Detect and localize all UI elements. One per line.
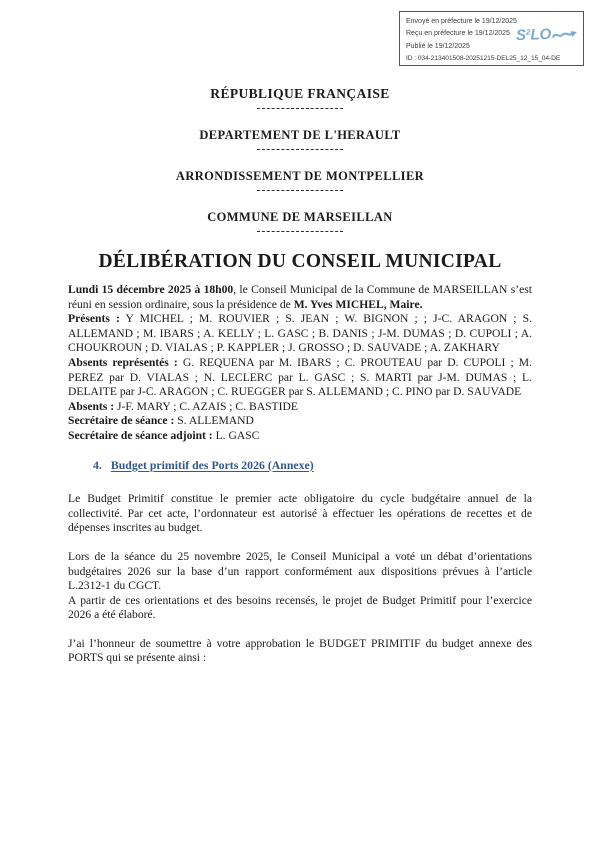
- letterhead-arrondissement: ARRONDISSEMENT DE MONTPELLIER: [175, 169, 425, 183]
- stamp-received-line: Reçu en préfecture le 19/12/2025: [406, 30, 510, 38]
- presents-value: Y MICHEL ; M. ROUVIER ; S. JEAN ; W. BIGNON ; ; J-C. ARAGON ; S. ALLEMAND ; M. IBARS ; A. KELLY ; L. GASC ; B. DANIS ; J-M. DUMAS ; D. CUPOLI ; A. CHOUKROUN ; D. VIALAS ; P. KAPPLER ; J. GROSSO ; D. SAUVADE ; A. ZAKHARY: [68, 312, 532, 355]
- secretaire-adjoint-value: L. GASC: [212, 428, 260, 442]
- paragraph-seance-dob: Lors de la séance du 25 novembre 2025, le Conseil Municipal a voté un débat d’orientations budgétaires 2026 sur la base d’un rapport conformément aux dispositions prévues à l’article L.2312-1 du CGCT.: [68, 549, 532, 593]
- separator-line: [257, 231, 343, 232]
- secretaire-label: Secrétaire de séance :: [68, 414, 175, 428]
- stamp-published-line: Publié le 19/12/2025: [406, 42, 470, 50]
- paragraph-orientations: A partir de ces orientations et des besoins recensés, le projet de Budget Primitif pour l’exercice 2026 a été élaboré.: [68, 593, 532, 622]
- meeting-president: M. Yves MICHEL, Maire.: [293, 297, 423, 311]
- secretaire-adjoint-label: Secrétaire de séance adjoint :: [68, 428, 213, 442]
- swoosh-icon: [552, 27, 578, 40]
- logo-letters-lo: LO: [529, 25, 552, 44]
- secretaire-adjoint-row: [68, 429, 532, 444]
- section-heading: [93, 458, 532, 473]
- document-body: [68, 283, 532, 666]
- prefecture-stamp: [399, 11, 584, 66]
- stamp-sent-line: Envoyé en préfecture le 19/12/2025: [406, 18, 517, 25]
- absents-value: J-F. MARY ; C. AZAIS ; C. BASTIDE: [114, 399, 298, 413]
- separator-line: [257, 149, 343, 150]
- absents-label: Absents :: [68, 399, 115, 413]
- absents-representes-row: [68, 356, 532, 400]
- section-title: Budget primitif des Ports 2026 (Annexe): [110, 457, 314, 472]
- separator-line: [257, 190, 343, 191]
- letterhead-commune: COMMUNE DE MARSEILLAN: [207, 210, 393, 224]
- section-number: 4.: [93, 457, 102, 472]
- s2low-logo: [514, 25, 579, 44]
- page-title: DÉLIBÉRATION DU CONSEIL MUNICIPAL: [98, 251, 502, 272]
- absents-representes-label: Absents représentés :: [68, 355, 178, 369]
- stamp-id-line: ID : 034-213401508-20251215-DEL25_12_15_04-DE: [406, 55, 561, 63]
- separator-line: [257, 108, 343, 109]
- paragraph-budget-primitif: Le Budget Primitif constitue le premier acte obligatoire du cycle budgétaire annuel de la collectivité. Par cet acte, l’ordonnateur est autorisé à effectuer les opérations de recettes et de dépenses inscrites au budget.: [68, 492, 532, 535]
- meeting-intro: [68, 283, 532, 312]
- meeting-intro-text: , le Conseil Municipal de la Commune de MARSEILLAN s’est réuni en session ordinaire, sous la présidence de: [68, 283, 532, 311]
- presents-row: [68, 312, 532, 356]
- logo-letter-s: S: [515, 26, 527, 45]
- absents-representes-value: G. REQUENA par M. IBARS ; C. PROUTEAU par D. CUPOLI ; M. PEREZ par D. VIALAS ; N. LECLERC par L. GASC ; S. MARTI par J-M. DUMAS ; L. DELAITE par J-C. ARAGON ; C. RUEGGER par S. ALLEMAND ; C. PINO par D. SAUVADE: [68, 355, 532, 399]
- absents-row: [68, 400, 532, 415]
- secretaire-row: [68, 414, 532, 429]
- letterhead-department: DEPARTEMENT DE L'HERAULT: [199, 128, 401, 142]
- letterhead-republic: RÉPUBLIQUE FRANÇAISE: [210, 86, 390, 101]
- secretaire-value: S. ALLEMAND: [174, 414, 254, 428]
- paragraph-approbation: J’ai l’honneur de soumettre à votre approbation le BUDGET PRIMITIF du budget annexe des PORTS qui se présente ainsi :: [68, 636, 532, 665]
- meeting-date: Lundi 15 décembre 2025 à 18h00: [68, 283, 234, 296]
- presents-label: Présents :: [68, 312, 120, 326]
